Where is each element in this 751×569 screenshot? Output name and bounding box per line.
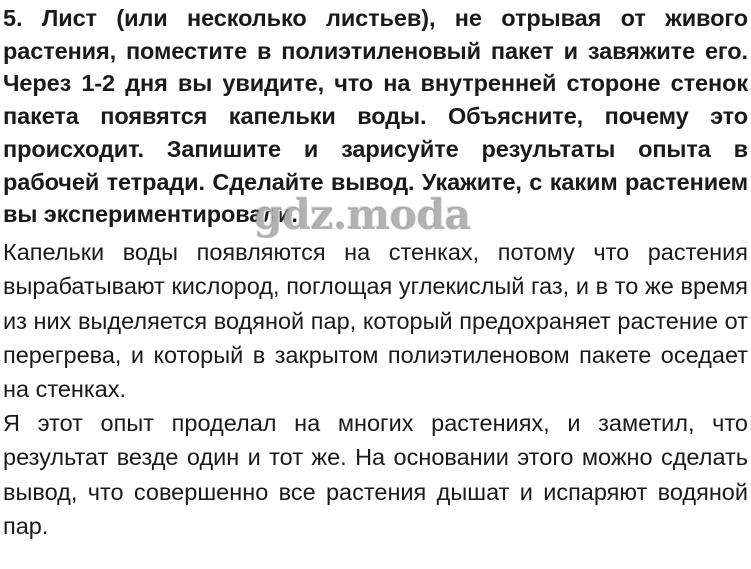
watermark-logo: gdz.moda bbox=[254, 191, 471, 239]
answer-paragraph-1: Капельки воды появляются на стенках, потому что растения вырабатывают кислород, поглощая углекислый газ, и в то же время из них выделяется водяной пар, который предохраняет растение от перегрева, и который в закрытом полиэтиленовом пакете оседает на стенках. bbox=[3, 239, 748, 403]
task-text: 5. Лист (или несколько листьев), не отрывая от живого растения, поместите в полиэтиленовый пакет и завяжите его. Через 1-2 дня вы увидите, что на внутренней стороне стенок пакета появятся капельки воды. Объясните, почему это происходит. Запишите и зарисуйте результаты опыта в рабочей тетради. Сделайте вывод. Укажите, с каким растением вы экспериментировали. bbox=[3, 5, 748, 228]
answer-paragraph-2: Я этот опыт проделал на многих растениях, и заметил, что результат везде один и тот же. На основании этого можно сделать вывод, что совершенно все растения дышат и испаряют водяной пар. bbox=[3, 410, 748, 539]
